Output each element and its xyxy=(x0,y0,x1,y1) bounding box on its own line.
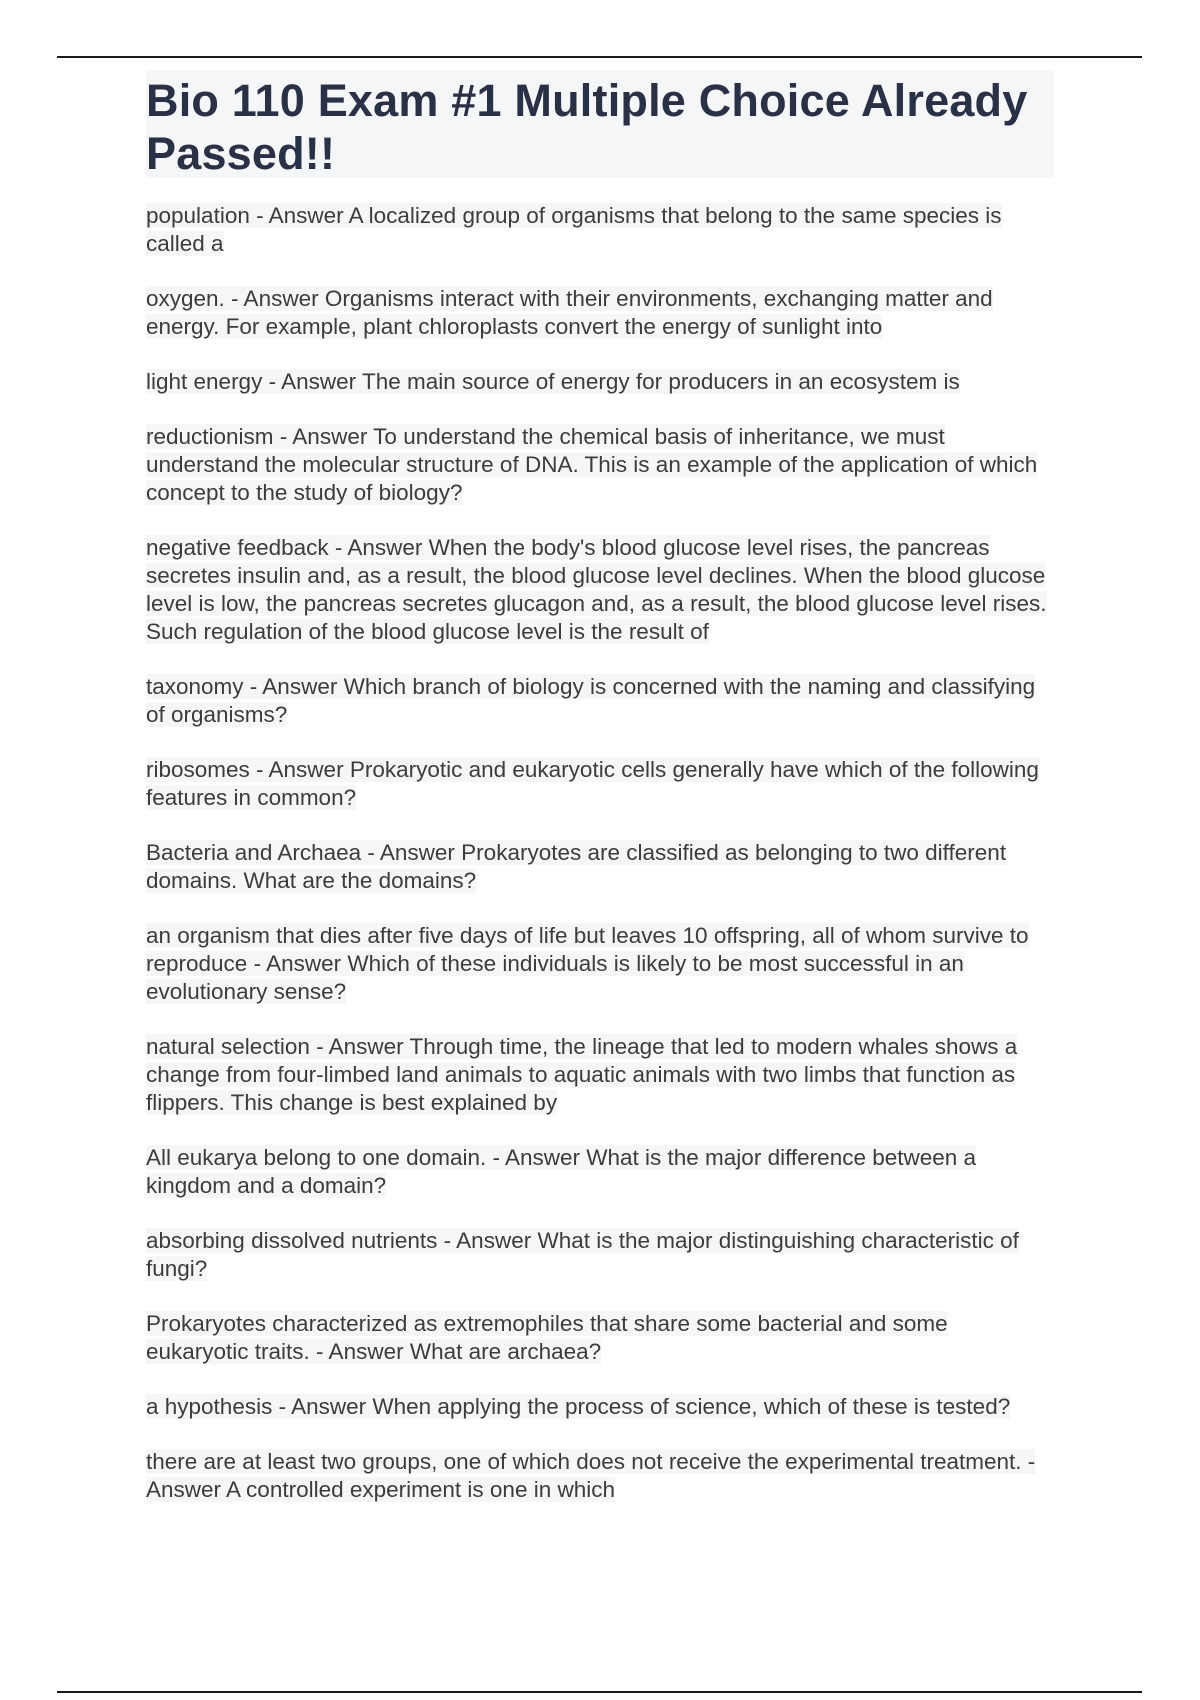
qa-text: a hypothesis - Answer When applying the process of science, which of these is tested? xyxy=(146,1394,1011,1419)
qa-text: there are at least two groups, one of which does not receive the experimental treatment. - Answer A controlled experiment is one in which xyxy=(146,1449,1036,1502)
qa-item xyxy=(146,756,1054,812)
qa-item xyxy=(146,1448,1054,1504)
qa-item xyxy=(146,1227,1054,1283)
qa-item xyxy=(146,368,1054,396)
qa-text: Bacteria and Archaea - Answer Prokaryotes are classified as belonging to two different domains. What are the domains? xyxy=(146,840,1007,893)
document-title: Bio 110 Exam #1 Multiple Choice Already Passed!! xyxy=(146,75,1028,179)
qa-item xyxy=(146,285,1054,341)
qa-text: taxonomy - Answer Which branch of biology is concerned with the naming and classifying of organisms? xyxy=(146,674,1036,727)
qa-item xyxy=(146,202,1054,258)
document-body xyxy=(146,70,1054,1531)
qa-text: ribosomes - Answer Prokaryotic and eukaryotic cells generally have which of the following features in common? xyxy=(146,757,1039,810)
bottom-rule xyxy=(57,1691,1142,1693)
qa-item xyxy=(146,1393,1054,1421)
title-block xyxy=(146,70,1054,178)
qa-text: reductionism - Answer To understand the chemical basis of inheritance, we must understand the molecular structure of DNA. This is an example of the application of which concept to the study of biology? xyxy=(146,424,1038,505)
qa-text: light energy - Answer The main source of energy for producers in an ecosystem is xyxy=(146,369,960,394)
qa-item xyxy=(146,1033,1054,1117)
qa-item xyxy=(146,922,1054,1006)
qa-text: population - Answer A localized group of organisms that belong to the same species is called a xyxy=(146,203,1002,256)
top-rule xyxy=(57,56,1142,58)
qa-text: absorbing dissolved nutrients - Answer What is the major distinguishing characteristic of fungi? xyxy=(146,1228,1019,1281)
qa-item xyxy=(146,1310,1054,1366)
qa-item xyxy=(146,839,1054,895)
qa-text: All eukarya belong to one domain. - Answer What is the major difference between a kingdom and a domain? xyxy=(146,1145,977,1198)
qa-text: oxygen. - Answer Organisms interact with their environments, exchanging matter and energy. For example, plant chloroplasts convert the energy of sunlight into xyxy=(146,286,993,339)
qa-item xyxy=(146,423,1054,507)
qa-item xyxy=(146,1144,1054,1200)
qa-item xyxy=(146,673,1054,729)
qa-text: negative feedback - Answer When the body's blood glucose level rises, the pancreas secretes insulin and, as a result, the blood glucose level declines. When the blood glucose level is low, the pancreas secretes glucagon and, as a result, the blood glucose level rises. Such regulation of the blood glucose level is the result of xyxy=(146,535,1047,644)
qa-list xyxy=(146,202,1054,1504)
qa-text: natural selection - Answer Through time, the lineage that led to modern whales shows a change from four-limbed land animals to aquatic animals with two limbs that function as flippers. This change is best explained by xyxy=(146,1034,1018,1115)
qa-item xyxy=(146,534,1054,646)
qa-text: Prokaryotes characterized as extremophiles that share some bacterial and some eukaryotic traits. - Answer What are archaea? xyxy=(146,1311,948,1364)
qa-text: an organism that dies after five days of life but leaves 10 offspring, all of whom survive to reproduce - Answer Which of these individuals is likely to be most successful in an evolutionary sense? xyxy=(146,923,1029,1004)
